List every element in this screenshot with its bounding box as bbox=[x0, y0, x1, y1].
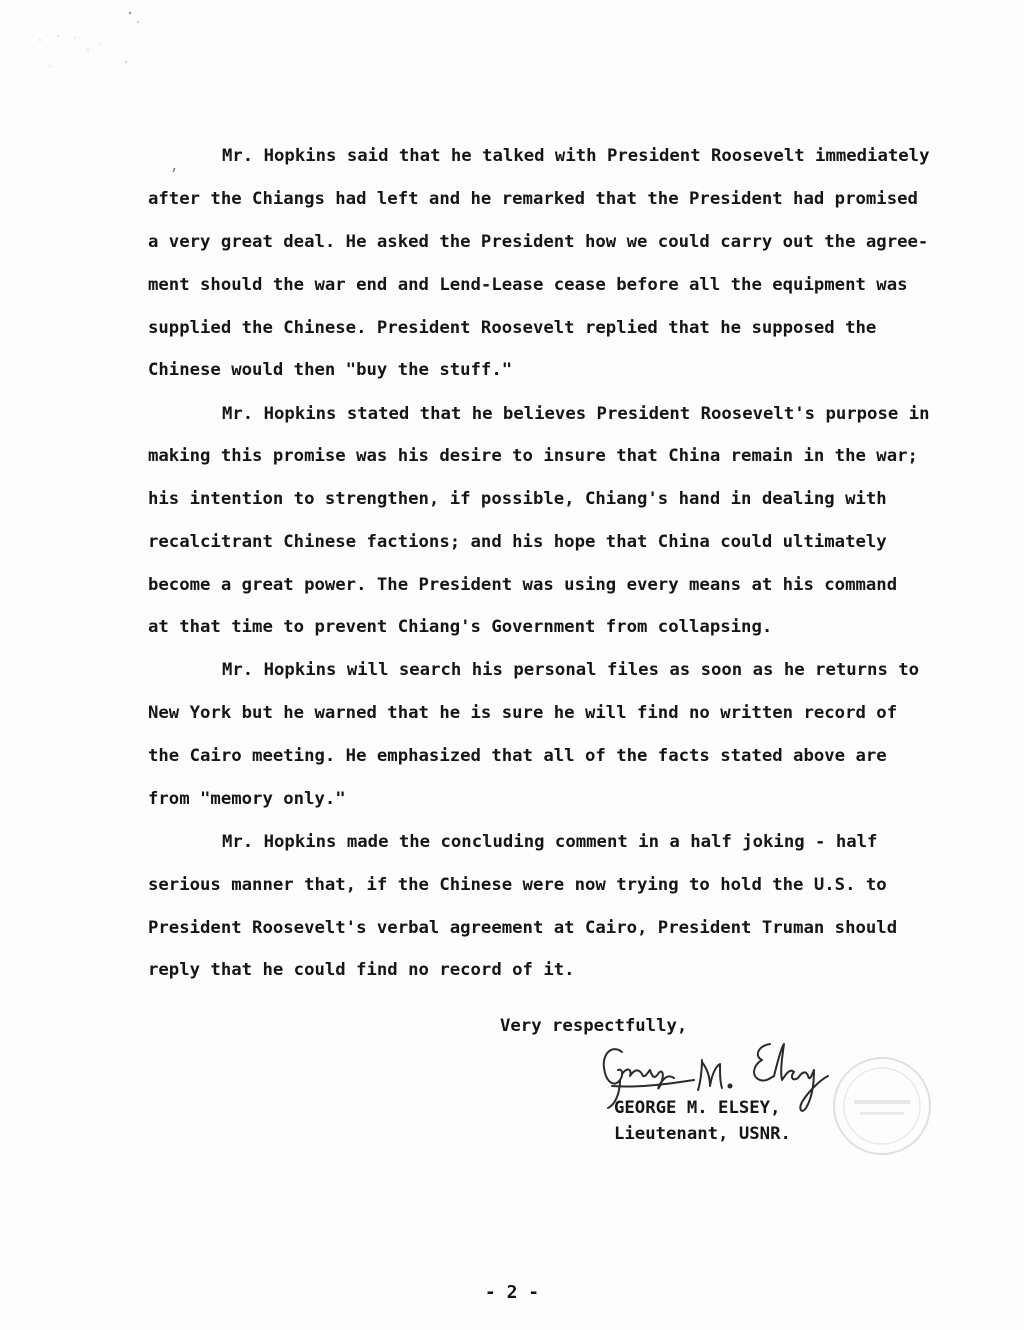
paragraph-3-line-3: the Cairo meeting. He emphasized that all of the facts stated above are bbox=[148, 746, 887, 766]
paragraph-2-line-5: become a great power. The President was using every means at his command bbox=[148, 575, 898, 595]
paragraph-3-line-4: from "memory only." bbox=[148, 789, 346, 809]
paragraph-2-line-3: his intention to strengthen, if possible, Chiang's hand in dealing with bbox=[148, 489, 887, 509]
paragraph-2-line-2: making this promise was his desire to insure that China remain in the war; bbox=[148, 446, 918, 466]
paragraph-2-line-4: recalcitrant Chinese factions; and his hope that China could ultimately bbox=[148, 532, 887, 552]
paragraph-4-line-3: President Roosevelt's verbal agreement at Cairo, President Truman should bbox=[148, 918, 898, 938]
signer-name: GEORGE M. ELSEY, bbox=[614, 1098, 781, 1118]
paragraph-1-line-3: a very great deal. He asked the President how we could carry out the agree- bbox=[148, 232, 929, 252]
signer-title: Lieutenant, USNR. bbox=[614, 1124, 791, 1144]
paragraph-1-line-1: Mr. Hopkins said that he talked with President Roosevelt immediately bbox=[222, 146, 930, 166]
paragraph-1-line-5: supplied the Chinese. President Roosevelt replied that he supposed the bbox=[148, 318, 877, 338]
paragraph-2-line-6: at that time to prevent Chiang's Government from collapsing. bbox=[148, 617, 773, 637]
paragraph-1-line-4: ment should the war end and Lend-Lease cease before all the equipment was bbox=[148, 275, 908, 295]
paragraph-4-line-1: Mr. Hopkins made the concluding comment in a half joking - half bbox=[222, 832, 878, 852]
paragraph-2-line-1: Mr. Hopkins stated that he believes President Roosevelt's purpose in bbox=[222, 404, 930, 424]
paragraph-1-line-6: Chinese would then "buy the stuff." bbox=[148, 360, 513, 380]
page-number: - 2 - bbox=[484, 1282, 540, 1303]
paper-specks bbox=[0, 0, 160, 80]
closing-salutation: Very respectfully, bbox=[500, 1016, 688, 1036]
paragraph-4-line-4: reply that he could find no record of it. bbox=[148, 960, 575, 980]
stray-mark: , bbox=[170, 158, 179, 174]
paragraph-3-line-1: Mr. Hopkins will search his personal files as soon as he returns to bbox=[222, 660, 920, 680]
paragraph-4-line-2: serious manner that, if the Chinese were now trying to hold the U.S. to bbox=[148, 875, 887, 895]
paragraph-3-line-2: New York but he warned that he is sure he will find no written record of bbox=[148, 703, 898, 723]
paragraph-1-line-2: after the Chiangs had left and he remarked that the President had promised bbox=[148, 189, 918, 209]
